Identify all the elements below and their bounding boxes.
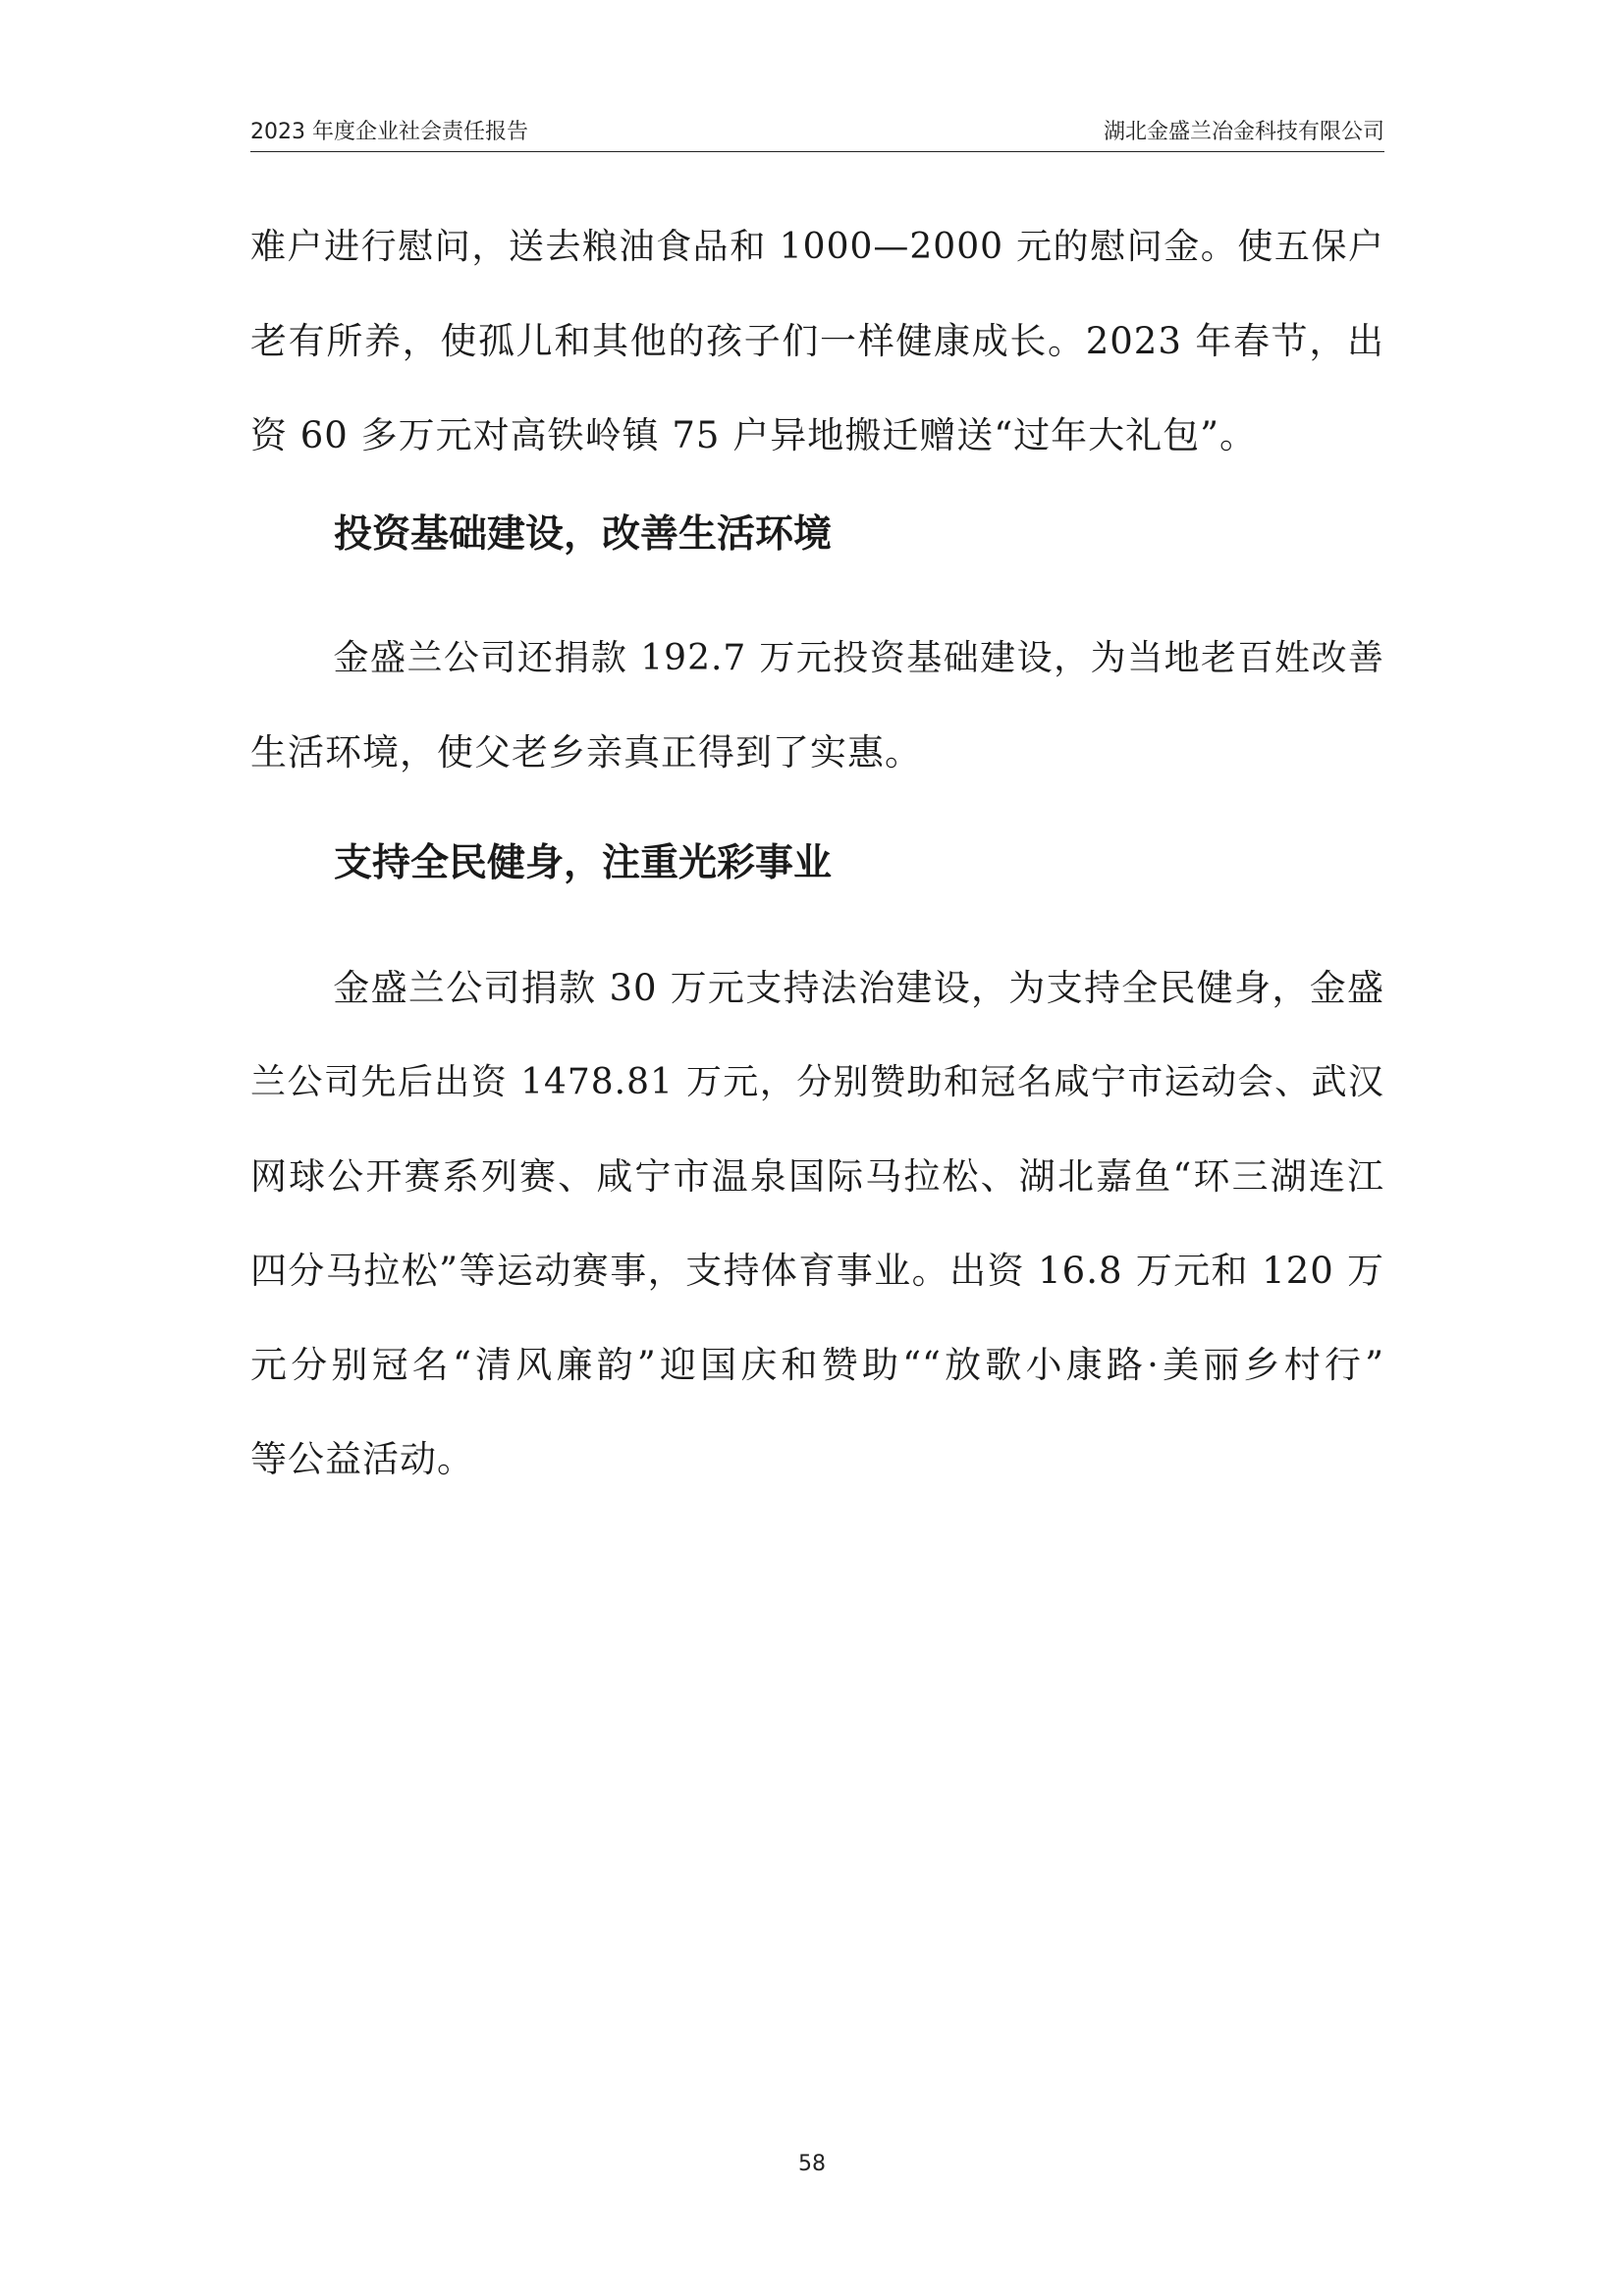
intro-line-3: 资 60 多万元对高铁岭镇 75 户异地搬迁赠送“过年大礼包”。 xyxy=(250,414,1258,456)
intro-line-2: 老有所养，使孤儿和其他的孩子们一样健康成长。2023 年春节，出 xyxy=(250,320,1384,362)
company-name: 湖北金盛兰冶金科技有限公司 xyxy=(1103,120,1384,144)
paragraph-line xyxy=(250,941,1384,1036)
fitness-line-6: 等公益活动。 xyxy=(250,1438,474,1480)
fitness-line-5: 元分别冠名“清风廉韵”迎国庆和赞助““放歌小康路·美丽乡村行” xyxy=(250,1344,1384,1386)
fitness-line-1: 金盛兰公司捐款 30 万元支持法治建设，为支持全民健身，金盛 xyxy=(333,967,1384,1009)
page-header xyxy=(250,118,1384,152)
intro-line-1: 难户进行慰问，送去粮油食品和 1000—2000 元的慰问金。使五保户 xyxy=(250,227,1384,267)
infrastructure-line-2: 生活环境，使父老乡亲真正得到了实惠。 xyxy=(250,731,922,774)
section-heading-infrastructure: 投资基础建设，改善生活环境 xyxy=(334,512,833,557)
paragraph-line xyxy=(250,612,1384,706)
infrastructure-line-1: 金盛兰公司还捐款 192.7 万元投资基础建设，为当地老百姓改善 xyxy=(333,638,1384,678)
fitness-line-4: 四分马拉松”等运动赛事，支持体育事业。出资 16.8 万元和 120 万 xyxy=(250,1250,1384,1292)
page-number: 58 xyxy=(798,2152,826,2176)
fitness-line-3: 网球公开赛系列赛、咸宁市温泉国际马拉松、湖北嘉鱼“环三湖连江 xyxy=(250,1155,1384,1198)
section-heading-fitness: 支持全民健身，注重光彩事业 xyxy=(334,841,833,885)
report-title: 2023 年度企业社会责任报告 xyxy=(250,120,528,144)
fitness-line-2: 兰公司先后出资 1478.81 万元，分别赞助和冠名咸宁市运动会、武汉 xyxy=(250,1062,1384,1102)
